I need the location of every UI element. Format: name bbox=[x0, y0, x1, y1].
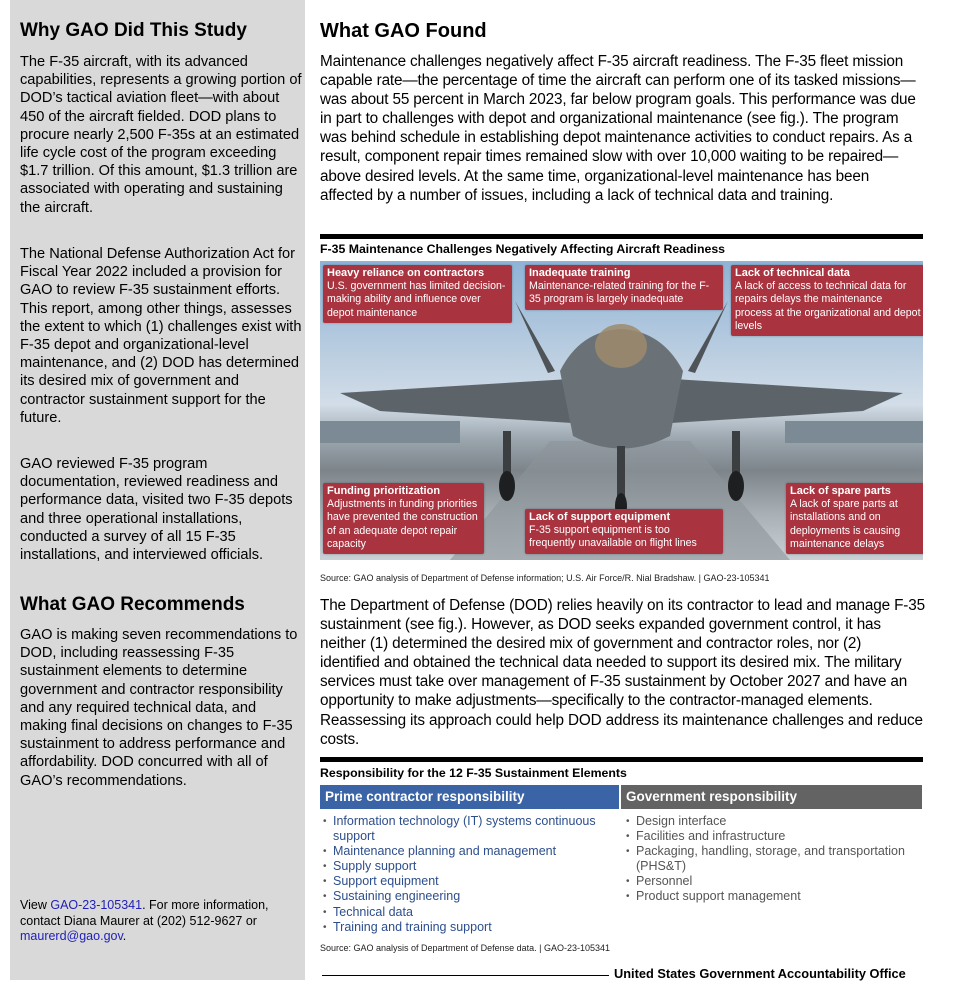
government-header: Government responsibility bbox=[621, 785, 922, 809]
list-item: • Facilities and infrastructure bbox=[623, 829, 918, 844]
footer-organization: United States Government Accountability Office bbox=[614, 966, 906, 981]
f35-photo bbox=[320, 261, 923, 560]
canopy bbox=[595, 324, 647, 368]
figure1-source: Source: GAO analysis of Department of Defense information; U.S. Air Force/R. Nial Bradshaw. | GAO-23-105341 bbox=[320, 573, 770, 583]
callout-training bbox=[525, 265, 723, 310]
callout-funding bbox=[323, 483, 484, 554]
list-item: • Maintenance planning and management bbox=[320, 844, 615, 859]
recommends-paragraph: GAO is making seven recommendations to DOD, including reassessing F-35 sustainment elements to determine government and contractor responsibility and any required technical data, and making final decisions on changes to F-35 sustainment to address performance and affordability. DOD concurred with all of GAO’s recommendations. bbox=[20, 627, 298, 789]
prime-contractor-list bbox=[320, 814, 615, 935]
callout-contractors bbox=[323, 265, 512, 323]
sidebar-summary bbox=[10, 0, 305, 980]
why-study-paragraph-1: The F-35 aircraft, with its advanced capabilities, represents a growing portion of DOD’s tactical aviation fleet—with about 450 of the aircraft fielded. DOD plans to procure nearly 2,500 F-35s at an estimated life cycle cost of the program exceeding $1.7 trillion. Of this amount, $1.3 trillion are associated with operating and sustaining the aircraft. bbox=[20, 54, 302, 216]
callout-title: Lack of spare parts bbox=[790, 485, 891, 497]
what-gao-found-heading: What GAO Found bbox=[320, 20, 487, 42]
hangars-left bbox=[320, 421, 460, 443]
dod-paragraph: The Department of Defense (DOD) relies heavily on its contractor to lead and manage F-35 sustainment (see fig.). However, as DOD seeks expanded government control, it has neither (1) determined the desired mix of government and contractor roles, nor (2) identified and obtained the technical data needed to support its desired mix. The military services must take over management of F-35 sustainment by October 2027 and have an opportunity to make adjustments—specifically to the contractor-managed elements. Reassessing its approach could help DOD address its maintenance challenges and reduce costs. bbox=[320, 597, 925, 748]
left-tail bbox=[515, 301, 555, 373]
government-list bbox=[623, 814, 918, 905]
footer-rule bbox=[322, 975, 609, 976]
figure1-title: F-35 Maintenance Challenges Negatively Affecting Aircraft Readiness bbox=[320, 242, 726, 256]
callout-title: Lack of support equipment bbox=[529, 511, 671, 523]
list-item: • Personnel bbox=[623, 874, 918, 889]
callout-title: Funding prioritization bbox=[327, 485, 441, 497]
callout-title: Heavy reliance on contractors bbox=[327, 267, 485, 279]
list-item: • Technical data bbox=[320, 905, 615, 920]
callout-title: Inadequate training bbox=[529, 267, 631, 279]
contact-suffix: . bbox=[122, 929, 127, 943]
callout-technical-data bbox=[731, 265, 923, 336]
list-item: • Product support management bbox=[623, 889, 918, 904]
right-wheel bbox=[728, 471, 744, 501]
figure2-source: Source: GAO analysis of Department of Defense data. | GAO-23-105341 bbox=[320, 943, 610, 953]
contact-middle-text: . For more information, contact Diana Maurer at (202) 512-9627 or bbox=[20, 898, 269, 928]
recommends-heading: What GAO Recommends bbox=[20, 594, 245, 615]
main-column bbox=[320, 0, 925, 1006]
prime-contractor-header: Prime contractor responsibility bbox=[320, 785, 619, 809]
figure-divider bbox=[320, 757, 923, 762]
callout-text: A lack of access to technical data for repairs delays the maintenance process at the organizational and depot levels bbox=[735, 280, 921, 332]
callout-text: Maintenance-related training for the F-35 program is largely inadequate bbox=[529, 280, 710, 306]
contact-view-prefix: View bbox=[20, 898, 51, 912]
report-link[interactable]: GAO-23-105341 bbox=[50, 898, 143, 912]
callout-text: U.S. government has limited decision-making ability and influence over depot maintenance bbox=[327, 280, 506, 319]
found-paragraph: Maintenance challenges negatively affect F-35 aircraft readiness. The F-35 fleet mission capable rate—the percentage of time the aircraft can perform one of its tasked missions—was about 55 percent in March 2023, far below program goals. This performance was due in part to challenges with depot and organizational maintenance (see fig.). The program was behind schedule in establishing depot maintenance activities to conduct repairs. As a result, component repair times remained slow with over 10,000 waiting to be repaired—above desired levels. At the same time, organizational-level maintenance has been affected by a number of issues, including a lack of technical data and training. bbox=[320, 53, 916, 204]
email-link[interactable]: maurerd@gao.gov bbox=[20, 929, 123, 943]
callout-support-equipment bbox=[525, 509, 723, 554]
contact-info bbox=[20, 898, 305, 945]
left-wheel bbox=[499, 471, 515, 501]
callout-text: Adjustments in funding priorities have prevented the construction of an adequate depot repair capacity bbox=[327, 498, 478, 550]
callout-title: Lack of technical data bbox=[735, 267, 850, 279]
callout-spare-parts bbox=[786, 483, 923, 554]
callout-text: F-35 support equipment is too frequently unavailable on flight lines bbox=[529, 524, 697, 550]
right-tail bbox=[688, 301, 728, 373]
why-study-paragraph-2: The National Defense Authorization Act for Fiscal Year 2022 included a provision for GAO to review F-35 sustainment efforts. This report, among other things, assesses the extent to which (1) challenges exist with F-35 depot and organizational-level maintenance, and (2) DOD has determined its desired mix of government and contractor sustainment support for the future. bbox=[20, 246, 302, 426]
list-item: • Packaging, handling, storage, and transportation (PHS&T) bbox=[623, 844, 918, 874]
list-item: • Sustaining engineering bbox=[320, 889, 615, 904]
list-item: • Supply support bbox=[320, 859, 615, 874]
figure2-title: Responsibility for the 12 F-35 Sustainment Elements bbox=[320, 766, 627, 780]
why-study-paragraph-3: GAO reviewed F-35 program documentation, reviewed readiness and performance data, visited two F-35 depots and three operational installations, conducted a survey of all 15 F-35 installations, and interviewed officials. bbox=[20, 456, 293, 564]
callout-text: A lack of spare parts at installations and on deployments is causing maintenance delays bbox=[790, 498, 901, 550]
list-item: • Design interface bbox=[623, 814, 918, 829]
why-study-heading: Why GAO Did This Study bbox=[20, 20, 247, 41]
list-item: • Training and training support bbox=[320, 920, 615, 935]
figure-divider bbox=[320, 234, 923, 239]
list-item: • Information technology (IT) systems continuous support bbox=[320, 814, 615, 844]
hangars-right bbox=[785, 421, 923, 443]
list-item: • Support equipment bbox=[320, 874, 615, 889]
